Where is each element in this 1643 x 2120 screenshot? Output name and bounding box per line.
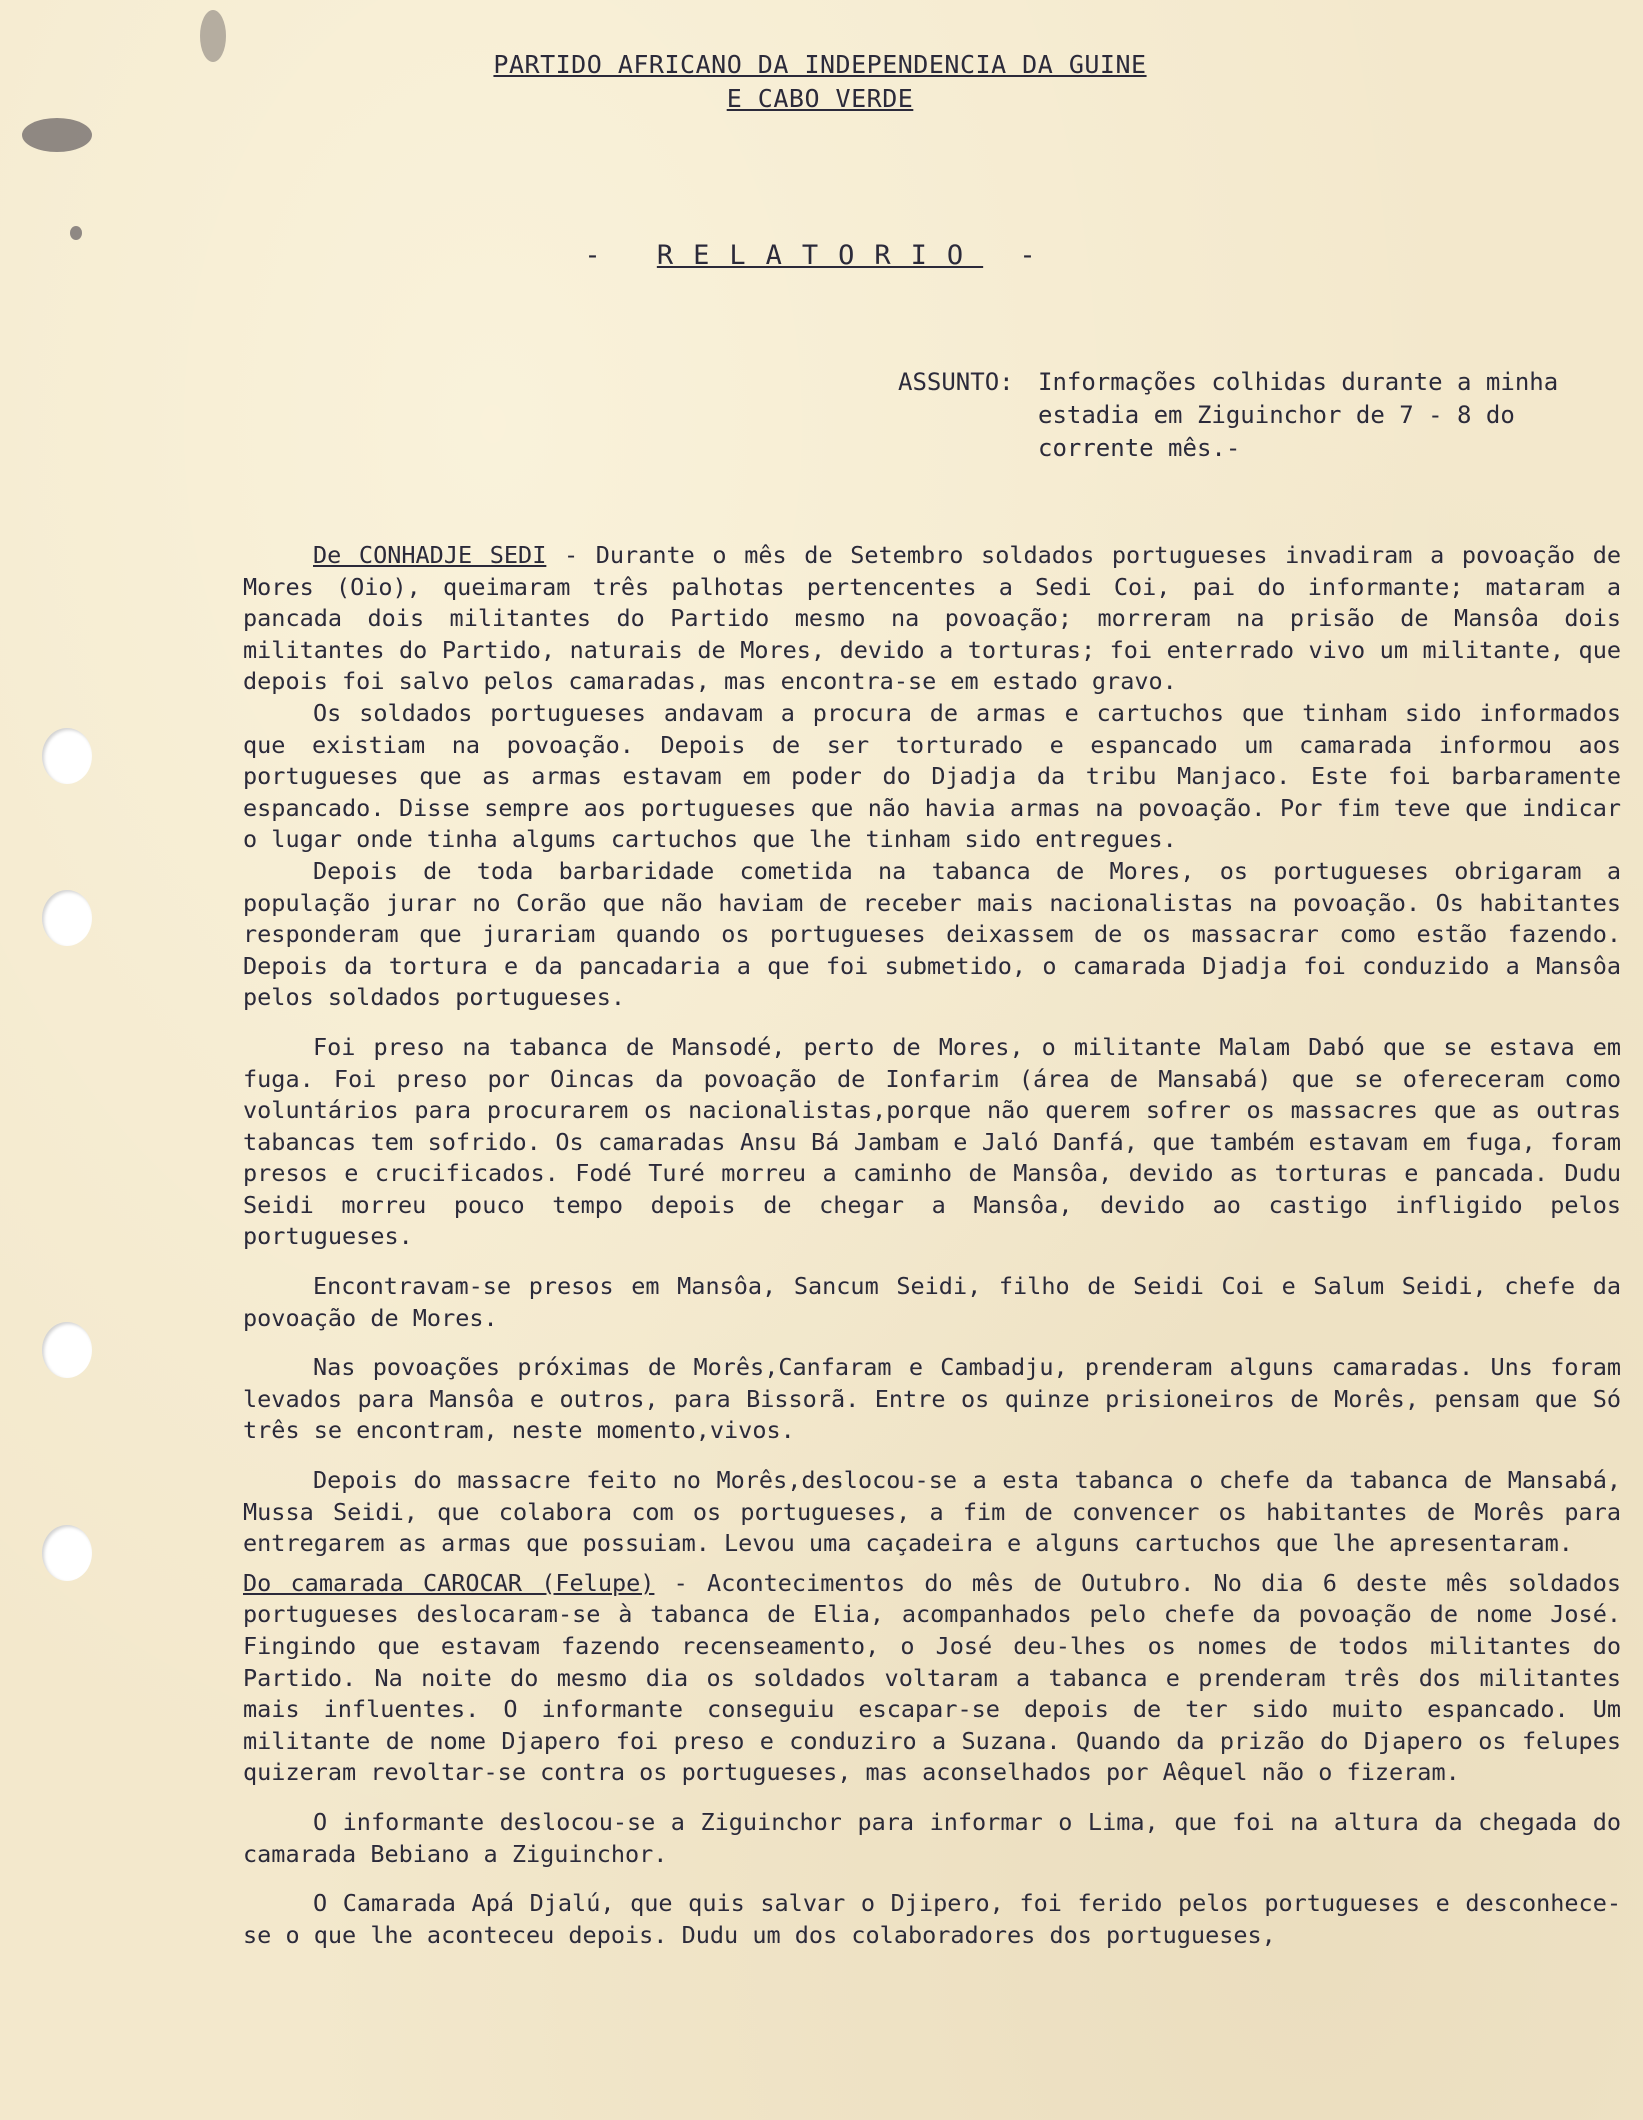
source-heading: Do camarada CAROCAR (Felupe)	[243, 1568, 655, 1597]
paragraph-text: - Durante o mês de Setembro soldados portugueses invadiram a povoação de Mores (Oio), queimaram três palhotas pertencentes a Sedi Coi, pai do informante; mataram a pancada dois militantes do Partido mesmo na povoação; morreram na prisão de Mansôa dois militantes do Partido, naturais de Mores, devido a torturas; foi enterrado vivo um militante, que depois foi salvo pelos camaradas, mas encontra-se em estado gravo.	[243, 541, 1621, 696]
paragraph-text: O Camarada Apá Djalú, que quis salvar o Djipero, foi ferido pelos portugueses e desconhece-se o que lhe aconteceu depois. Dudu um dos colaboradores dos portugueses,	[243, 1889, 1621, 1949]
ink-smudge	[22, 118, 92, 152]
ink-smudge	[200, 10, 226, 62]
paragraph	[243, 1352, 1621, 1447]
paragraph	[243, 1032, 1621, 1253]
title-prefix: -	[584, 240, 657, 271]
paragraph-text: Depois de toda barbaridade cometida na tabanca de Mores, os portugueses obrigaram a população jurar no Corão que não haviam de receber mais nacionalistas na povoação. Os habitantes responderam que jurariam quando os portugueses deixassem de os massacrar como estão fazendo. Depois da tortura e da pancadaria a que foi submetido, o camarada Djadja foi conduzido a Mansôa pelos soldados portugueses.	[243, 856, 1621, 1012]
title-word: RELATORIO	[656, 240, 984, 271]
document-title	[580, 240, 1060, 271]
paragraph	[243, 1568, 1621, 1789]
paragraph-text: Nas povoações próximas de Morês,Canfaram e Cambadju, prenderam alguns camaradas. Uns foram levados para Mansôa e outros, para Bissorã. Entre os quinze prisioneiros de Morês, pensam que Só três se encontram, neste momento,vivos.	[243, 1353, 1621, 1445]
ink-smudge	[70, 226, 82, 240]
header-line-1: PARTIDO AFRICANO DA INDEPENDENCIA DA GUINE	[493, 50, 1147, 79]
report-body	[243, 540, 1621, 1951]
subject-label: ASSUNTO:	[898, 368, 1014, 396]
paragraph-text: - Acontecimentos do mês de Outubro. No dia 6 deste mês soldados portugueses deslocaram-se à tabanca de Elia, acompanhados pelo chefe da povoação de nome José. Fingindo que estavam fazendo recenseamento, o José deu-lhes os nomes de todos militantes do Partido. Na noite do mesmo dia os soldados voltaram a tabanca e prenderam três dos militantes mais influentes. O informante conseguiu escapar-se depois de ter sido muito espancado. Um militante de nome Djapero foi preso e conduziro a Suzana. Quando da prizão do Djapero os felupes quizeram revoltar-se contra os portugueses, mas aconselhados por Aêquel não o fizeram.	[243, 1568, 1621, 1787]
paragraph	[243, 856, 1621, 1014]
paragraph	[243, 1465, 1621, 1560]
subject-text: Informações colhidas durante a minha estadia em Ziguinchor de 7 - 8 do corrente mês.-	[1038, 368, 1559, 462]
paragraph-text: Os soldados portugueses andavam a procura de armas e cartuchos que tinham sido informados que existiam na povoação. Depois de ser torturado e espancado um camarada informou aos portugueses que as armas estavam em poder do Djadja da tribu Manjaco. Este foi barbaramente espancado. Disse sempre aos portugueses que não havia armas na povoação. Por fim teve que indicar o lugar onde tinha algums cartuchos que lhe tinham sido entregues.	[243, 698, 1621, 854]
punch-hole	[42, 1525, 92, 1581]
paragraph-text: Encontravam-se presos em Mansôa, Sancum Seidi, filho de Seidi Coi e Salum Seidi, chefe da povoação de Mores.	[243, 1272, 1621, 1332]
title-suffix: -	[983, 240, 1056, 271]
punch-hole	[42, 728, 92, 784]
paragraph-text: Foi preso na tabanca de Mansodé, perto de Mores, o militante Malam Dabó que se estava em fuga. Foi preso por Oincas da povoação de Ionfarim (área de Mansabá) que se ofereceram como voluntários para procurarem os nacionalistas,porque não querem sofrer os massacres que as outras tabancas tem sofrido. Os camaradas Ansu Bá Jambam e Jaló Danfá, que também estavam em fuga, foram presos e crucificados. Fodé Turé morreu a caminho de Mansôa, devido as torturas e pancada. Dudu Seidi morreu pouco tempo depois de chegar a Mansôa, devido ao castigo infligido pelos portugueses.	[243, 1032, 1621, 1251]
header-line-2: E CABO VERDE	[726, 84, 914, 113]
paragraph-text: Depois do massacre feito no Morês,deslocou-se a esta tabanca o chefe da tabanca de Mansabá, Mussa Seidi, que colabora com os portugueses, a fim de convencer os habitantes de Morês para entregarem as armas que possuiam. Levou uma caçadeira e alguns cartuchos que lhe apresentaram.	[243, 1466, 1621, 1558]
paragraph	[243, 1888, 1621, 1951]
paragraph	[243, 1807, 1621, 1870]
source-heading: De CONHADJE SEDI	[313, 541, 547, 569]
paragraph	[243, 540, 1621, 698]
punch-hole	[42, 1322, 92, 1378]
paragraph-text: O informante deslocou-se a Ziguinchor para informar o Lima, que foi na altura da chegada do camarada Bebiano a Ziguinchor.	[243, 1807, 1621, 1868]
paragraph	[243, 698, 1621, 856]
document-header	[470, 48, 1170, 116]
punch-hole	[42, 890, 92, 946]
paragraph	[243, 1271, 1621, 1334]
